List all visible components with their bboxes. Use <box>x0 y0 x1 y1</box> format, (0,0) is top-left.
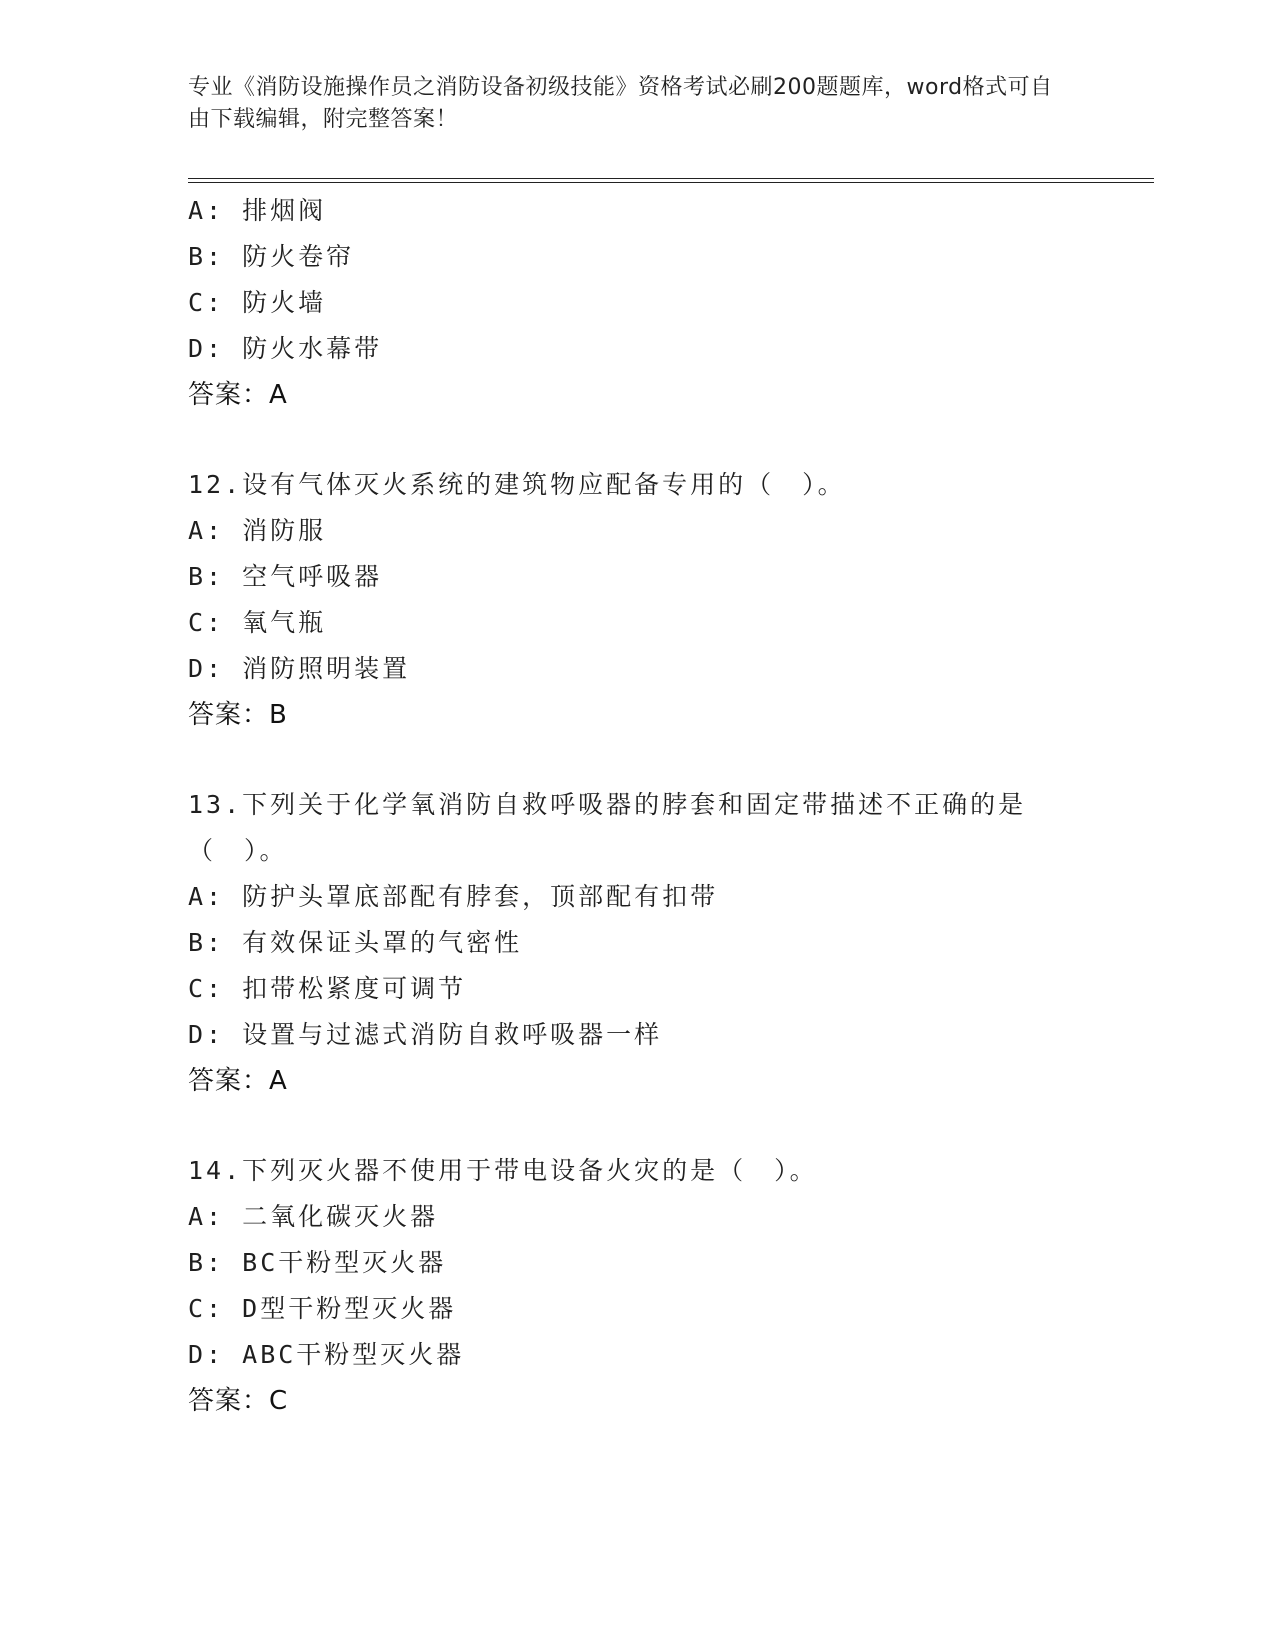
option-a: A: 防护头罩底部配有脖套，顶部配有扣带 <box>188 882 719 911</box>
question-14 <box>188 1148 1148 1424</box>
answer-line: 答案：C <box>188 1386 289 1416</box>
spacer <box>188 1104 1148 1148</box>
option-b: B: 有效保证头罩的气密性 <box>188 928 523 957</box>
question-title: 13.下列关于化学氧消防自救呼吸器的脖套和固定带描述不正确的是（ ）。 <box>188 790 1027 865</box>
option-c: C: D型干粉型灭火器 <box>188 1294 457 1323</box>
option-a: A: 排烟阀 <box>188 196 327 225</box>
option-d: D: 设置与过滤式消防自救呼吸器一样 <box>188 1020 663 1049</box>
option-d: D: 防火水幕带 <box>188 334 383 363</box>
header-divider-top <box>188 178 1154 179</box>
option-c: C: 防火墙 <box>188 288 327 317</box>
option-d: D: 消防照明装置 <box>188 654 411 683</box>
question-12 <box>188 462 1148 738</box>
question-title: 14.下列灭火器不使用于带电设备火灾的是（ ）。 <box>188 1156 818 1185</box>
option-d: D: ABC干粉型灭火器 <box>188 1340 465 1369</box>
option-a: A: 二氧化碳灭火器 <box>188 1202 439 1231</box>
document-intro: 专业《消防设施操作员之消防设备初级技能》资格考试必刷200题题库，word格式可自由下载编辑，附完整答案！ <box>188 75 1053 132</box>
option-a: A: 消防服 <box>188 516 327 545</box>
question-partial <box>188 188 1148 418</box>
option-b: B: 防火卷帘 <box>188 242 355 271</box>
question-list <box>188 188 1148 1424</box>
spacer <box>188 738 1148 782</box>
answer-line: 答案：A <box>188 1066 288 1096</box>
option-b: B: BC干粉型灭火器 <box>188 1248 447 1277</box>
spacer <box>188 418 1148 462</box>
question-title: 12.设有气体灭火系统的建筑物应配备专用的（ ）。 <box>188 470 846 499</box>
answer-line: 答案：B <box>188 700 288 730</box>
option-c: C: 氧气瓶 <box>188 608 327 637</box>
header-divider-bottom <box>188 182 1154 183</box>
answer-line: 答案：A <box>188 380 288 410</box>
option-b: B: 空气呼吸器 <box>188 562 383 591</box>
option-c: C: 扣带松紧度可调节 <box>188 974 467 1003</box>
question-13 <box>188 782 1148 1104</box>
